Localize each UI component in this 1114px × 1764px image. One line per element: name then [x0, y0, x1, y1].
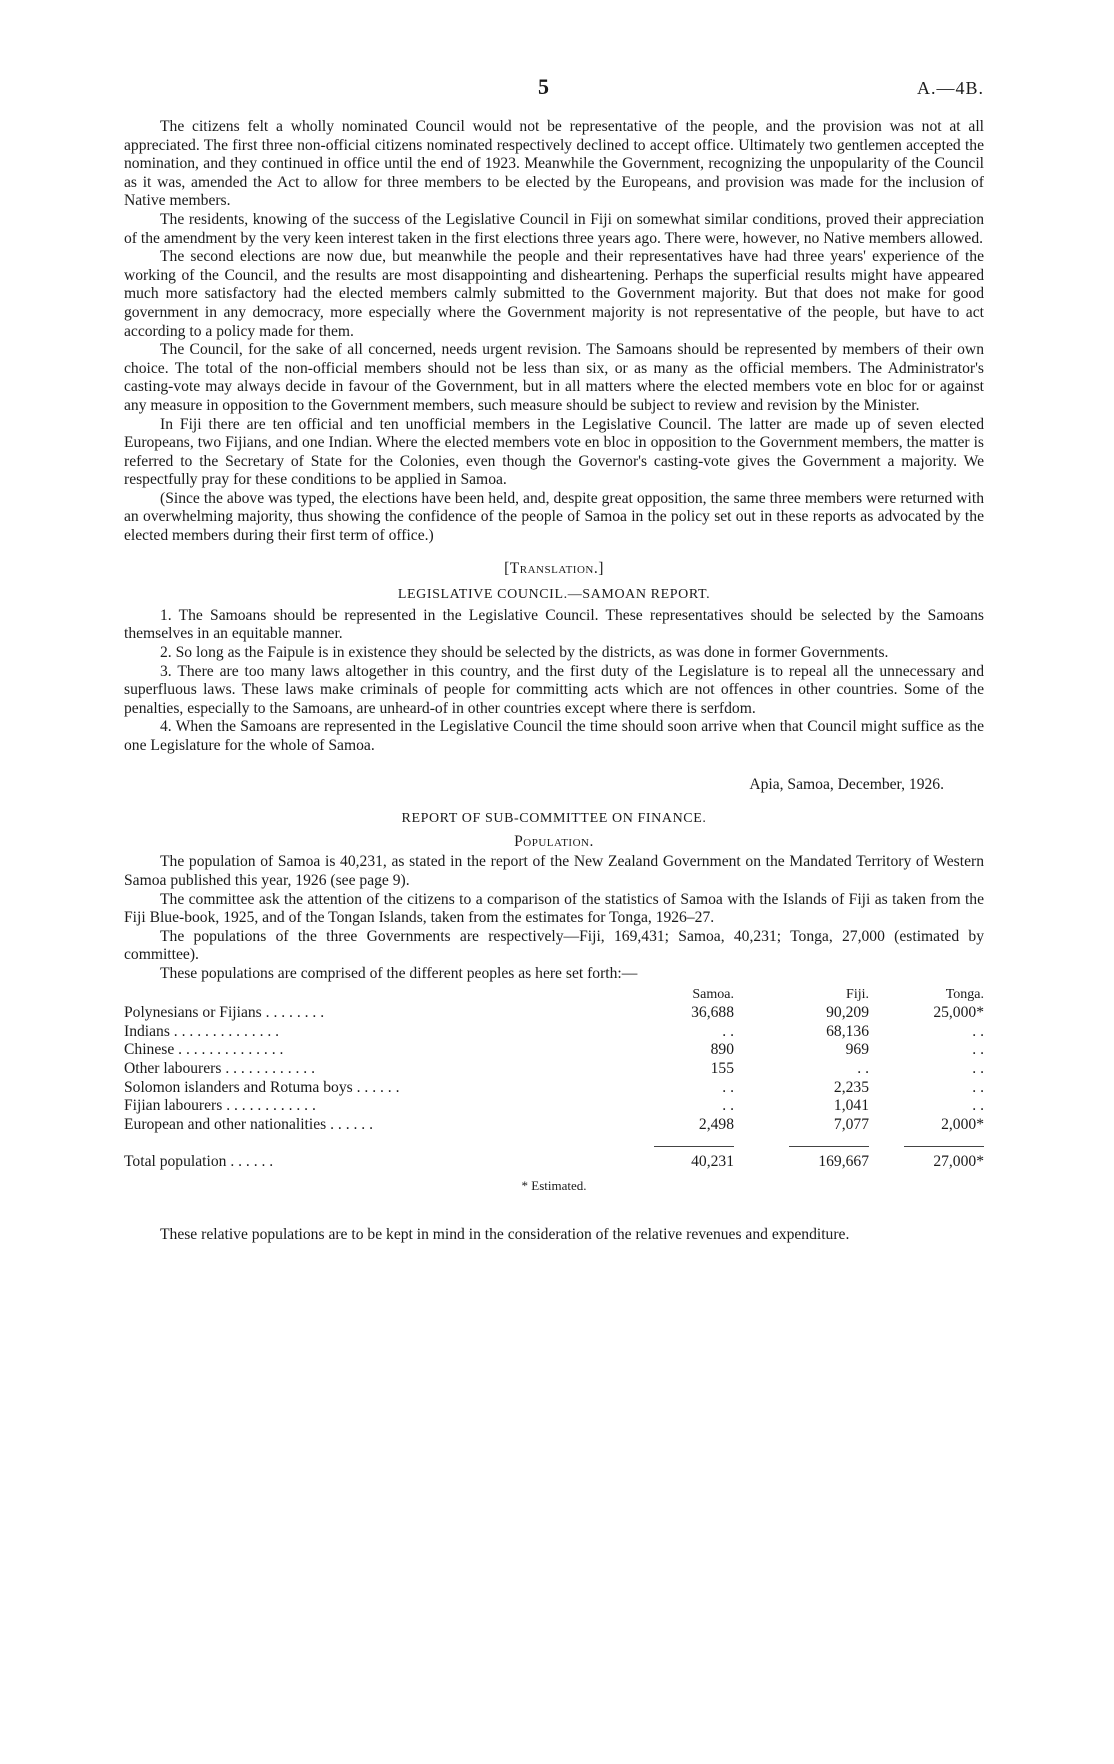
cell-fiji: 7,077 — [833, 1115, 869, 1133]
numbered-item: 1. The Samoans should be represented in the Legislative Council. These representatives should be selected by the Samoans themselves in an equitable manner. — [124, 606, 984, 643]
column-header: Samoa. — [692, 986, 734, 1002]
row-label: European and other nationalities — [124, 1115, 327, 1133]
cell-samoa: 890 — [710, 1041, 734, 1059]
population-table — [124, 986, 984, 1172]
dot-leaders: . . . . . . — [326, 1115, 373, 1133]
cell-fiji: 1,041 — [833, 1097, 869, 1115]
dot-leaders: . . . . . . . . — [261, 1004, 325, 1022]
table-footnote: * Estimated. — [521, 1178, 587, 1194]
cell-tonga: . . — [972, 1041, 984, 1059]
paragraph: The committee ask the attention of the citizens to a comparison of the statistics of Samoa with the Islands of Fiji as taken from the Fiji Blue-book, 1925, and of the Tongan Islands, taken from the estimates for Tonga, 1926–27. — [124, 890, 984, 927]
dateline: Apia, Samoa, December, 1926. — [749, 775, 944, 793]
paragraph: These populations are comprised of the different peoples as here set forth:— — [160, 964, 638, 982]
table-row — [124, 1041, 984, 1060]
table-row — [124, 1116, 984, 1135]
dot-leaders: . . . . . . . . . . . . . . — [174, 1041, 284, 1059]
table-row — [124, 1023, 984, 1042]
column-header: Fiji. — [846, 986, 869, 1002]
row-label: Indians — [124, 1022, 170, 1040]
paragraph: The residents, knowing of the success of the Legislative Council in Fiji on somewhat similar conditions, proved their appreciation of the amendment by the very keen interest taken in the first elections three years ago. There were, however, no Native members allowed. — [124, 210, 984, 247]
section-subtitle: Population. — [514, 832, 594, 850]
section-title: REPORT OF SUB-COMMITTEE ON FINANCE. — [401, 811, 707, 827]
page-header — [0, 74, 1114, 104]
table-row — [124, 1097, 984, 1116]
section-title: LEGISLATIVE COUNCIL.—SAMOAN REPORT. — [397, 587, 711, 603]
numbered-item: 2. So long as the Faipule is in existence they should be selected by the districts, as was done in former Governments. — [160, 644, 889, 662]
table-row — [124, 1004, 984, 1023]
dot-leaders: . . . . . . . . . . . . — [222, 1097, 316, 1115]
total-fiji: 169,667 — [818, 1152, 869, 1170]
cell-fiji: 2,235 — [833, 1078, 869, 1096]
paragraph: (Since the above was typed, the elections have been held, and, despite great opposition, the same three members were returned with an overwhelming majority, thus showing the confidence of the people of Samoa in the policy set out in these reports as advocated by the elected members during their first term of office.) — [124, 489, 984, 545]
numbered-item: 4. When the Samoans are represented in the Legislative Council the time should soon arrive when that Council might suffice as the one Legislature for the whole of Samoa. — [124, 718, 984, 754]
page-number: 5 — [538, 74, 549, 99]
total-samoa: 40,231 — [691, 1152, 734, 1170]
cell-tonga: . . — [972, 1059, 984, 1077]
cell-fiji: 68,136 — [826, 1022, 869, 1040]
translation-label: [Translation.] — [504, 559, 604, 577]
paragraph: In Fiji there are ten official and ten unofficial members in the Legislative Council. The latter are made up of seven elected Europeans, two Fijians, and one Indian. Where the elected members vote en bloc in opposition to the Government members, the matter is referred to the Secretary of State for the Colonies, even though the Governor's casting-vote gives the Government a majority. We respectfully pray for these conditions to be applied in Samoa. — [124, 415, 984, 489]
cell-tonga: . . — [972, 1022, 984, 1040]
table-row — [124, 1079, 984, 1098]
cell-samoa: . . — [722, 1078, 734, 1096]
cell-samoa: 155 — [710, 1059, 734, 1077]
closing-paragraph: These relative populations are to be kept in mind in the consideration of the relative revenues and expenditure. — [160, 1226, 850, 1244]
dot-leaders: . . . . . . . . . . . . — [221, 1059, 315, 1077]
row-label: Polynesians or Fijians — [124, 1004, 262, 1022]
column-header: Tonga. — [945, 986, 984, 1002]
cell-fiji: 90,209 — [826, 1004, 869, 1022]
row-label: Other labourers — [124, 1059, 222, 1077]
document-body — [124, 118, 984, 1245]
paragraph: The population of Samoa is 40,231, as stated in the report of the New Zealand Government on the Mandated Territory of Western Samoa published this year, 1926 (see page 9). — [124, 853, 984, 889]
document-reference: A.—4B. — [916, 78, 984, 98]
row-label: Solomon islanders and Rotuma boys — [124, 1078, 353, 1096]
paragraph: The second elections are now due, but meanwhile the people and their representatives have had three years' experience of the working of the Council, and the results are most disappointing and disheartening. Perhaps the superficial results might have appeared much more satisfactory had the elected members calmly submitted to the Government majority. But that does not make for good government in any democracy, more especially where the Government majority is not representative of the people, but have to act according to a policy made for them. — [124, 248, 984, 340]
cell-tonga: . . — [972, 1078, 984, 1096]
cell-samoa: . . — [722, 1022, 734, 1040]
table-header-row — [124, 986, 984, 1005]
total-row — [124, 1153, 984, 1172]
paragraph: The Council, for the sake of all concerned, needs urgent revision. The Samoans should be represented by members of their own choice. The total of the non-official members should not be less than six, or as many as the official members. The Administrator's casting-vote may always decide in favour of the Government, but in all matters where the elected members vote en bloc for or against any measure in opposition to the Government members, such measure should be subject to review and revision by the Minister. — [124, 341, 984, 414]
row-label: Chinese — [124, 1041, 175, 1059]
paragraph: The citizens felt a wholly nominated Council would not be representative of the people, and the provision was not at all appreciated. The first three non-official citizens nominated respectively declined to accept office. Ultimately two gentlemen accepted the nomination, and they continued in office until the end of 1923. Meanwhile the Government, recognizing the unpopularity of the Council as it was, amended the Act to allow for three members to be elected by the Europeans, and provision was made for the inclusion of Native members. — [124, 118, 984, 210]
dot-leaders: . . . . . . . . . . . . . . — [169, 1022, 280, 1040]
cell-samoa: . . — [722, 1097, 734, 1115]
cell-fiji: 969 — [845, 1041, 869, 1059]
dot-leaders: . . . . . . — [226, 1152, 274, 1170]
sum-rule-row — [124, 1134, 984, 1153]
cell-tonga: 25,000* — [933, 1004, 984, 1022]
sum-rule — [904, 1146, 984, 1147]
cell-tonga: 2,000* — [941, 1115, 984, 1133]
sum-rule — [654, 1146, 734, 1147]
table-row — [124, 1060, 984, 1079]
total-label: Total population — [124, 1152, 227, 1170]
sum-rule — [789, 1146, 869, 1147]
cell-fiji: . . — [857, 1059, 869, 1077]
numbered-item: 3. There are too many laws altogether in this country, and the first duty of the Legislature is to repeal all the unnecessary and superfluous laws. These laws make criminals of people for committing acts which are not offences in other countries. Some of the penalties, especially to the Samoans, are unheard-of in other countries except where there is serfdom. — [124, 662, 984, 717]
cell-tonga: . . — [972, 1097, 984, 1115]
total-tonga: 27,000* — [933, 1152, 984, 1170]
row-label: Fijian labourers — [124, 1097, 223, 1115]
cell-samoa: 36,688 — [691, 1004, 734, 1022]
paragraph: The populations of the three Governments are respectively—Fiji, 169,431; Samoa, 40,231; Tonga, 27,000 (estimated by committee). — [124, 927, 984, 964]
dot-leaders: . . . . . . — [352, 1078, 400, 1096]
cell-samoa: 2,498 — [698, 1115, 734, 1133]
